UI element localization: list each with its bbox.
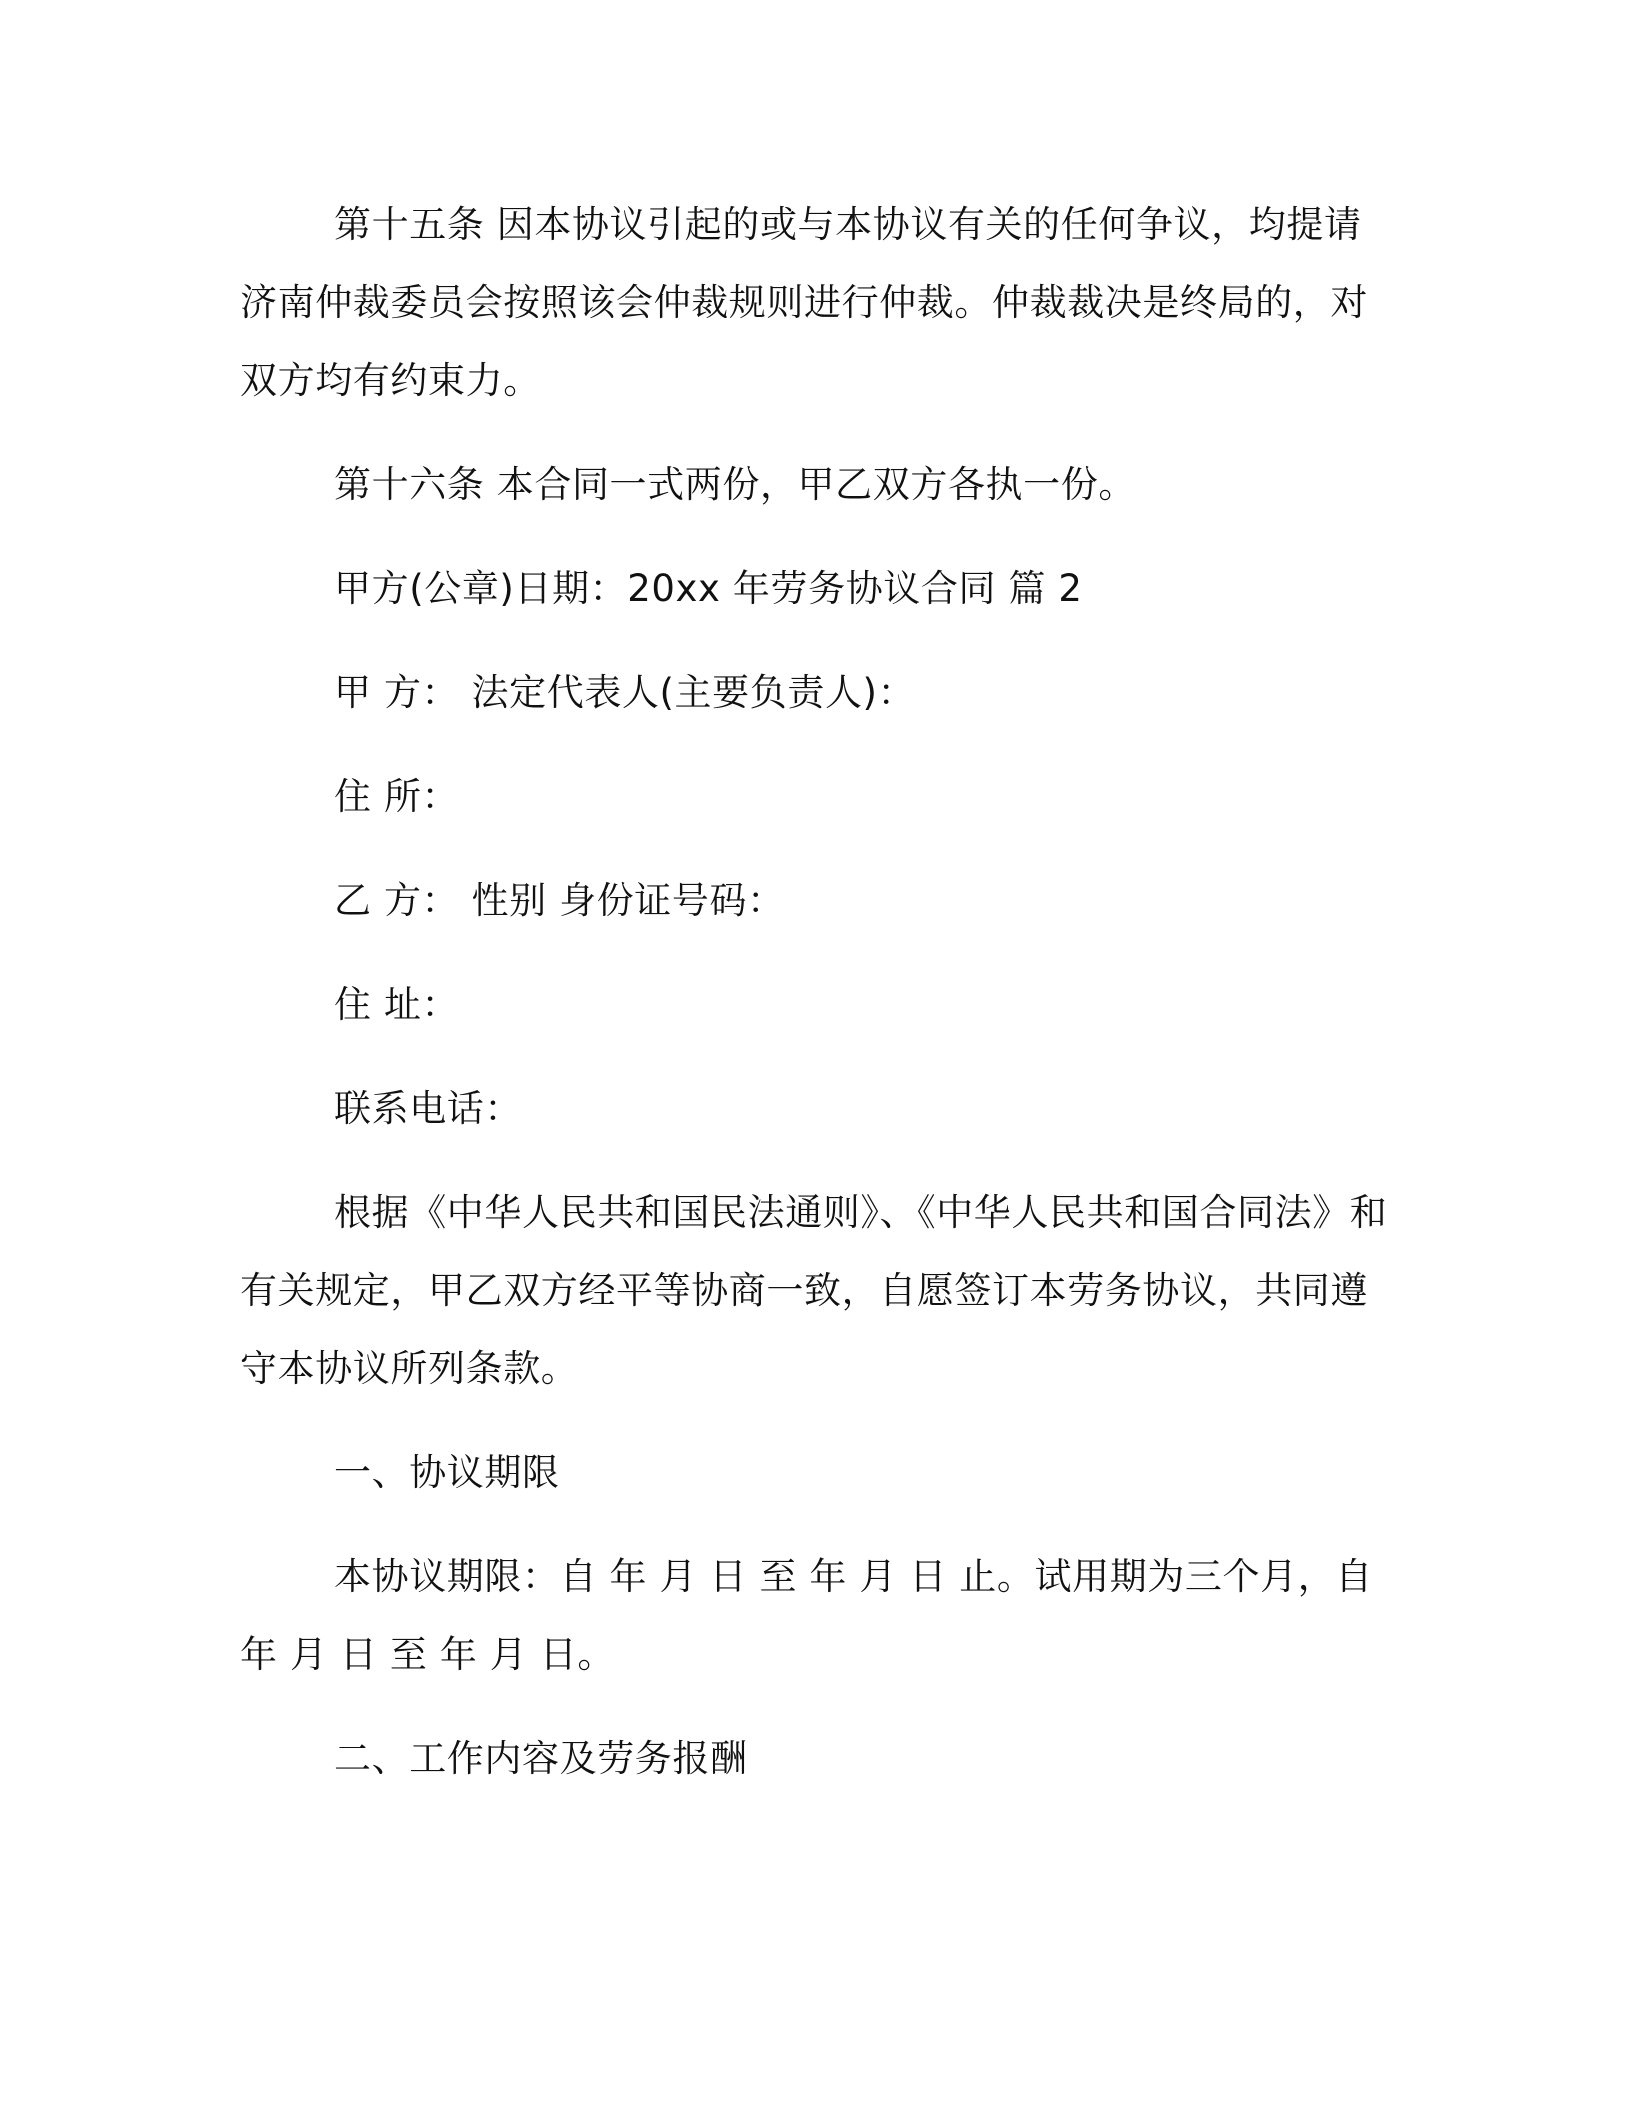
document-body (240, 186, 1388, 1824)
party-a-seal-date-line: 甲方(公章)日期：20xx 年劳务协议合同 篇 2 (334, 567, 1083, 610)
article-16-paragraph: 第十六条 本合同一式两份，甲乙双方各执一份。 (334, 463, 1136, 506)
section-two-heading: 二、工作内容及劳务报酬 (334, 1737, 748, 1780)
agreement-term-paragraph: 本协议期限：自 年 月 日 至 年 月 日 止。试用期为三个月，自 年 月 日 至 年 月 日。 (240, 1555, 1373, 1676)
party-b-address-line: 住 址： (334, 983, 460, 1026)
section-one-heading: 一、协议期限 (334, 1451, 560, 1494)
party-a-residence-line: 住 所： (334, 775, 460, 818)
article-15-paragraph: 第十五条 因本协议引起的或与本协议有关的任何争议，均提请济南仲裁委员会按照该会仲裁规则进行仲裁。仲裁裁决是终局的，对双方均有约束力。 (240, 203, 1368, 402)
contact-phone-line: 联系电话： (334, 1087, 522, 1130)
party-a-representative-line: 甲 方： 法定代表人(主要负责人)： (334, 671, 916, 714)
party-b-identity-line: 乙 方： 性别 身份证号码： (334, 879, 785, 922)
legal-basis-paragraph: 根据《中华人民共和国民法通则》、《中华人民共和国合同法》和有关规定，甲乙双方经平等协商一致，自愿签订本劳务协议，共同遵守本协议所列条款。 (240, 1191, 1388, 1390)
